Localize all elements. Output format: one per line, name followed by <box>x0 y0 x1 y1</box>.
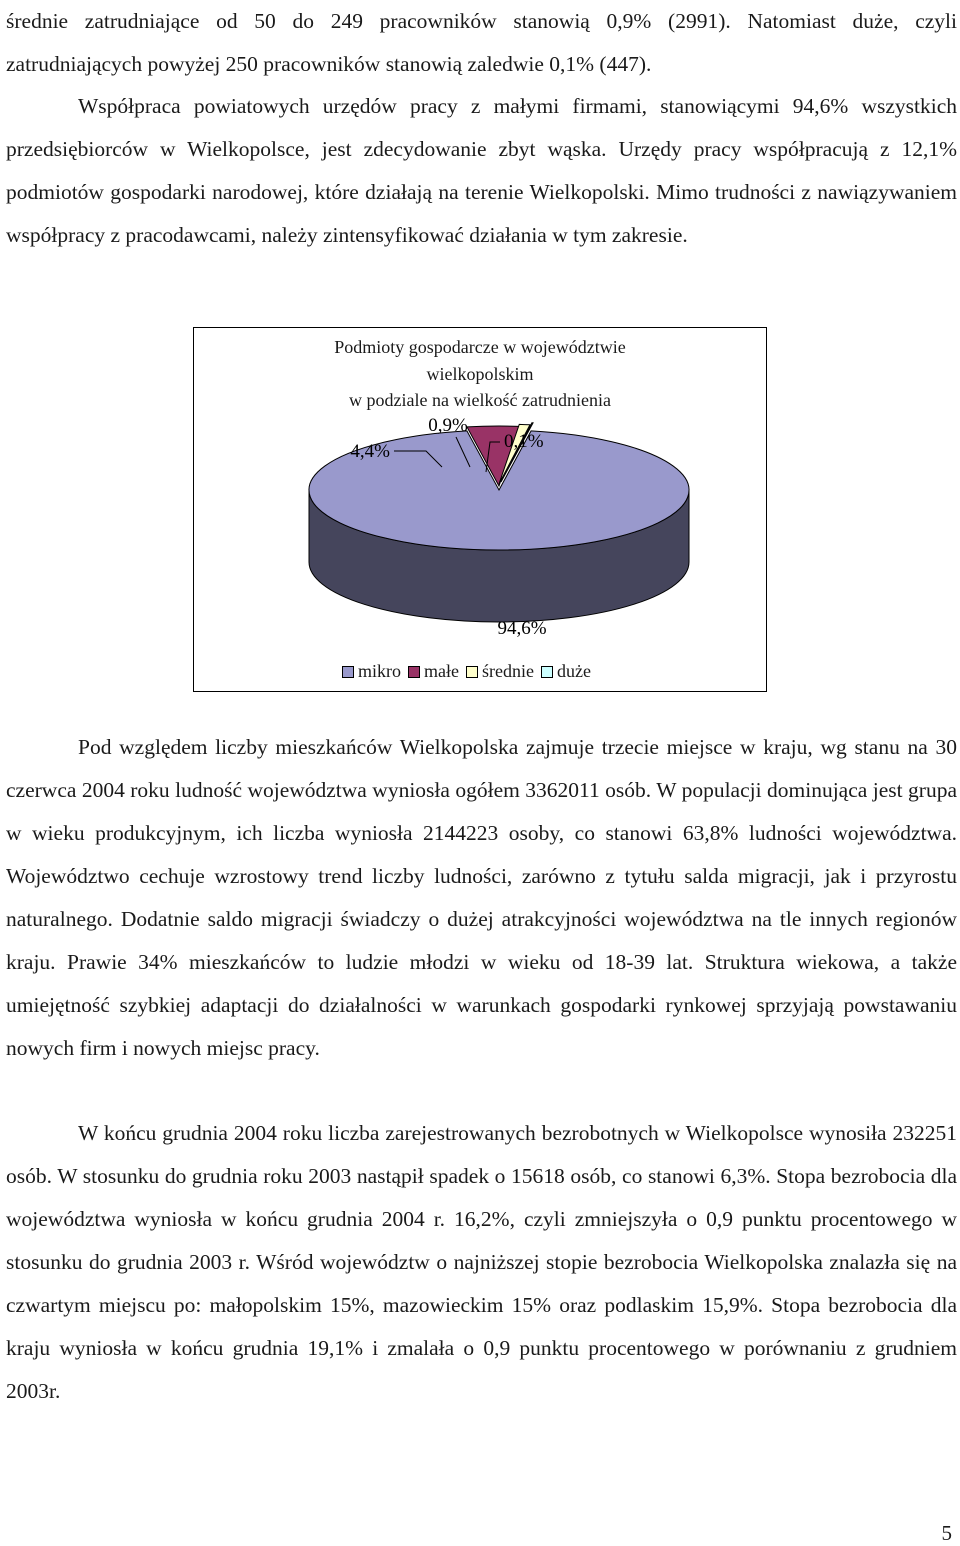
paragraph-2: Współpraca powiatowych urzędów pracy z małymi firmami, stanowiącymi 94,6% wszystkich przedsiębiorców w Wielkopolsce, jest zdecydowanie zbyt wąska. Urzędy pracy współpracują z 12,1% podmiotów gospodarki narodowej, które działają na terenie Wielkopolski. Mimo trudności z nawiązywaniem współpracy z pracodawcami, należy zintensyfikować działania w tym zakresie. <box>6 94 957 247</box>
page-number: 5 <box>941 1521 952 1545</box>
chart-title-line-3: w podziale na wielkość zatrudnienia <box>349 390 611 410</box>
legend-swatch-średnie <box>466 666 478 678</box>
paragraph-1: średnie zatrudniające od 50 do 249 pracowników stanowią 0,9% (2991). Natomiast duże, czyli zatrudniających powyżej 250 pracowników stanowią zaledwie 0,1% (447). <box>6 9 957 76</box>
legend-label-średnie: średnie <box>481 661 534 681</box>
legend-item-średnie <box>466 661 534 682</box>
legend-swatch-mikro <box>342 666 354 678</box>
data-label-mikro: 94,6% <box>497 618 547 639</box>
legend-item-mikro <box>342 661 401 682</box>
legend-item-małe <box>408 661 459 682</box>
data-label-średnie: 0,9% <box>428 415 468 436</box>
chart-title-line-2: wielkopolskim <box>426 363 534 384</box>
legend-swatch-małe <box>408 666 420 678</box>
chart-title-line-1: Podmioty gospodarcze w województwie <box>334 337 626 357</box>
pie-chart <box>193 327 767 692</box>
legend-item-duże <box>541 661 591 682</box>
paragraph-3: Pod względem liczby mieszkańców Wielkopolska zajmuje trzecie miejsce w kraju, wg stanu na 30 czerwca 2004 roku ludność województwa wyniosła ogółem 3362011 osób. W populacji dominująca jest grupa w wieku produkcyjnym, ich liczba wyniosła 2144223 osoby, co stanowi 63,8% ludności województwa. Województwo cechuje wzrostowy trend liczby ludności, zarówno z tytułu salda migracji, jak i przyrostu naturalnego. Dodatnie saldo migracji świadczy o dużej atrakcyjności województwa na tle innych regionów kraju. Prawie 34% mieszkańców to ludzie młodzi w wieku od 18-39 lat. Struktura wiekowa, a także umiejętność szybkiej adaptacji do działalności w warunkach gospodarki rynkowej sprzyjają powstawaniu nowych firm i nowych miejsc pracy. <box>6 735 957 1060</box>
data-label-duże: 0,1% <box>504 431 544 452</box>
paragraph-4: W końcu grudnia 2004 roku liczba zarejestrowanych bezrobotnych w Wielkopolsce wynosiła 232251 osób. W stosunku do grudnia roku 2003 nastąpił spadek o 15618 osób, co stanowi 6,3%. Stopa bezrobocia dla województwa wyniosła w końcu grudnia 2004 r. 16,2%, czyli zmniejszyła o 0,9 punktu procentowego w stosunku do grudnia 2003 r. Wśród województw o najniższej stopie bezrobocia Wielkopolska znalazła się na czwartym miejscu po: małopolskim 15%, mazowieckim 15% oraz podlaskim 15,9%. Stopa bezrobocia dla kraju wyniosła w końcu grudnia 19,1% i zmalała o 0,9 punktu procentowego w porównaniu z grudniem 2003r. <box>6 1121 957 1403</box>
legend-label-mikro: mikro <box>358 661 401 681</box>
pie-chart-plot <box>194 328 768 693</box>
legend-label-małe: małe <box>424 661 459 681</box>
chart-legend <box>342 661 598 682</box>
legend-label-duże: duże <box>556 661 591 681</box>
data-label-małe: 4,4% <box>350 441 390 462</box>
legend-swatch-duże <box>541 666 553 678</box>
